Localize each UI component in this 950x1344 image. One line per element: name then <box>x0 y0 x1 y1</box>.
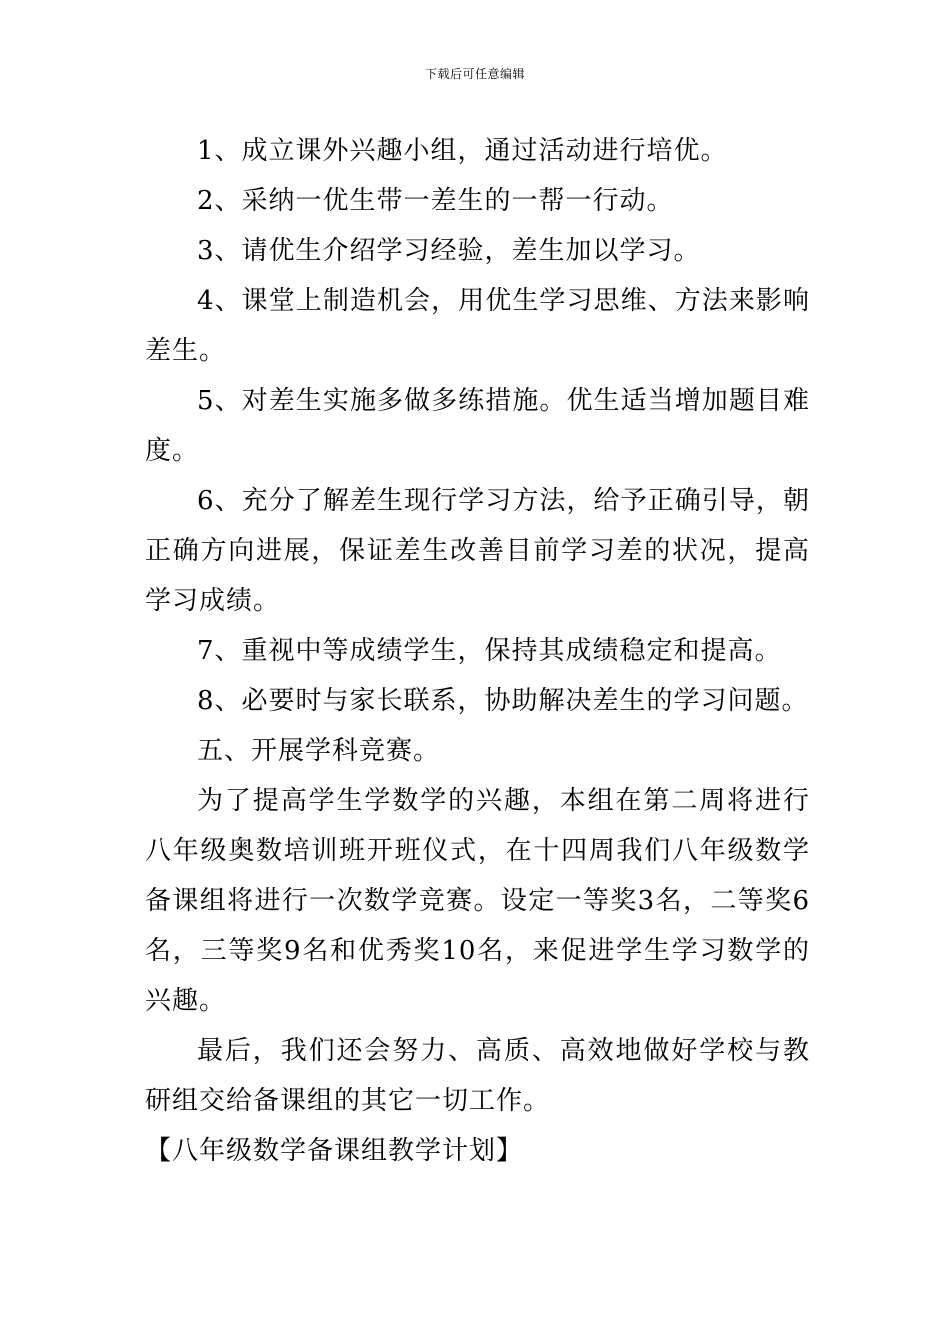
paragraph-item-8: 8、必要时与家长联系，协助解决差生的学习问题。 <box>197 686 809 716</box>
paragraph-item-7: 7、重视中等成绩学生，保持其成绩稳定和提高。 <box>197 636 782 666</box>
paragraph-item-3: 3、请优生介绍学习经验，差生加以学习。 <box>197 236 701 266</box>
paragraph-closing: 最后，我们还会努力、高质、高效地做好学校与教研组交给备课组的其它一切工作。 <box>145 1036 810 1116</box>
paragraph-item-1: 1、成立课外兴趣小组，通过活动进行培优。 <box>197 136 728 166</box>
section-heading-competition: 五、开展学科竞赛。 <box>197 736 441 766</box>
paragraph-item-4: 4、课堂上制造机会，用优生学习思维、方法来影响差生。 <box>145 286 810 366</box>
section-heading-plan: 【八年级数学备课组教学计划】 <box>145 1136 524 1166</box>
paragraph-competition: 为了提高学生学数学的兴趣，本组在第二周将进行八年级奥数培训班开班仪式，在十四周我们八年级数学备课组将进行一次数学竞赛。设定一等奖3名，二等奖6名，三等奖9名和优秀奖10名，来促进学生学习数学的兴趣。 <box>145 786 810 1016</box>
paragraph-item-2: 2、采纳一优生带一差生的一帮一行动。 <box>197 186 674 216</box>
paragraph-item-6: 6、充分了解差生现行学习方法，给予正确引导，朝正确方向进展，保证差生改善目前学习差的状况，提高学习成绩。 <box>145 486 810 616</box>
page-header-note: 下载后可任意编辑 <box>424 67 525 81</box>
document-body <box>145 126 810 1176</box>
paragraph-item-5: 5、对差生实施多做多练措施。优生适当增加题目难度。 <box>145 386 810 466</box>
